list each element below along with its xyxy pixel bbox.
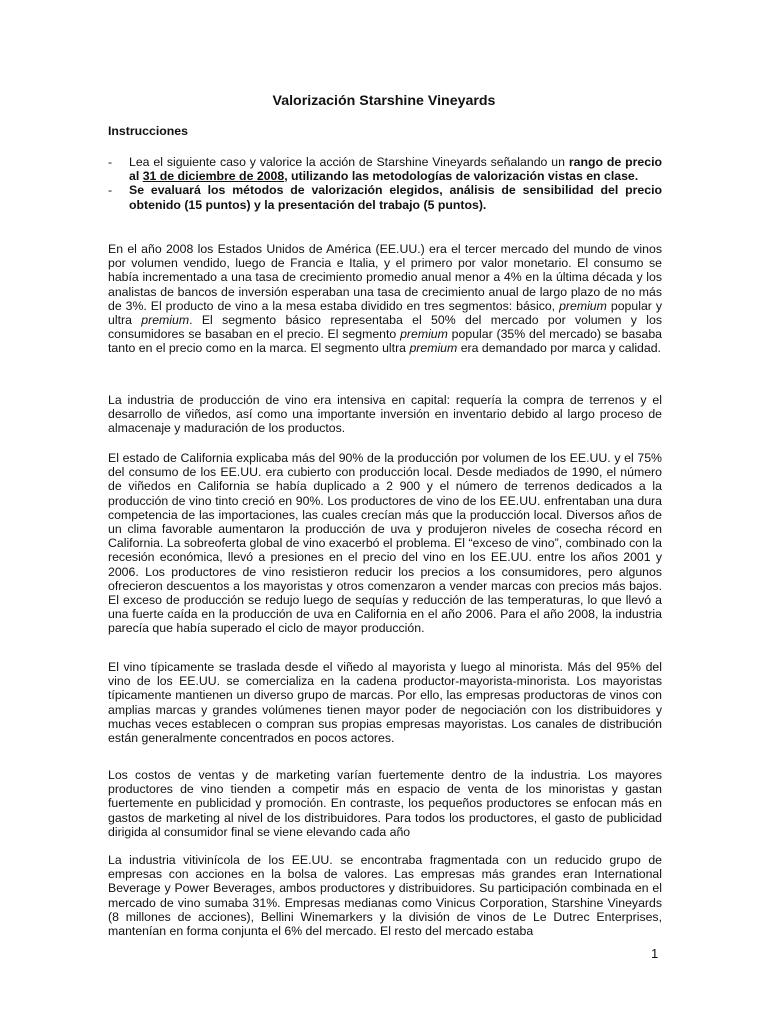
instruction-date: 31 de diciembre de 2008 [142,169,285,184]
paragraph-california: El estado de California explicaba más del 90% de la producción por volumen de los EE.UU. y el 75% del consumo de los EE.UU. era cubierto con producción local. Desde mediados de 1990, el número de viñedos en California se había duplicado a 2 900 y el número de terrenos dedicados a la producción de vino tinto creció en 90%. Los productores de vino de los EE.UU. enfrentaban una dura competencia de las importaciones, las cuales crecían más que la producción local. Diversos años de un clima favorable aumentaron la producción de uva y produjeron niveles de cosecha récord en California. La sobreoferta global de vino exacerbó el problema. El “exceso de vino”, combinado con la recesión económica, llevó a presiones en el precio del vino en los EE.UU. entre los años 2001 y 2006. Los productores de vino resistieron reducir los precios a los consumidores, pero algunos ofrecieron descuentos a los mayoristas y otros comenzaron a vender marcas con precios más bajos. El exceso de producción se redujo luego de sequías y reducción de las temperaturas, lo que llevó a una fuerte caída en la producción de uva en California en el año 2006. Para el año 2008, la industria parecía que había superado el ciclo de mayor producción. [108,451,662,636]
instruction-item [108,155,662,183]
paragraph-distribution: El vino típicamente se traslada desde el viñedo al mayorista y luego al minorista. Más del 95% del vino de los EE.UU. se comercializa en la cadena productor-mayorista-minorista. Los mayoristas típicamente mantienen un diverso grupo de marcas. Por ello, las empresas productoras de vinos con amplias marcas y grandes volúmenes tienen mayor poder de negociación con los distribuidores y muchas veces establecen o compran sus propias empresas mayoristas. Los canales de distribución están generalmente concentrados en pocos actores. [108,660,662,746]
instructions-heading: Instrucciones [108,124,188,138]
italic-term: premium [141,313,190,328]
instructions-list [108,155,662,212]
italic-term: premium [559,298,607,313]
paragraph-text: era demandado por marca y calidad. [457,341,661,356]
paragraph-text: En el año 2008 los Estados Unidos de América (EE.UU.) era el tercer mercado del mundo de vinos por volumen vendido, luego de Francia e Italia, y el primero por valor monetario. El consumo se había incrementado a una tasa de crecimiento promedio anual menor a 4% en la última década y los analistas de bancos de inversión esperaban una tasa de crecimiento anual de largo plazo de no más de 3%. El producto de vino a la mesa estaba dividido en tres segmentos: básico, [108,242,662,313]
document-title: Valorización Starshine Vineyards [272,93,496,109]
instruction-bold: Se evaluará los métodos de valorización elegidos, análisis de sensibilidad del precio obtenido (15 puntos) y la presentación del trabajo (5 puntos). [129,183,662,212]
page-number: 1 [651,946,659,961]
paragraph-fragmentation: La industria vitivinícola de los EE.UU. se encontraba fragmentada con un reducido grupo de empresas con acciones en la bolsa de valores. Las empresas más grandes eran International Beverage y Power Beverages, ambos productores y distribuidores. Su participación combinada en el mercado de vino sumaba 31%. Empresas medianas como Vinicus Corporation, Starshine Vineyards (8 millones de acciones), Bellini Winemarkers y la división de vinos de Le Dutrec Enterprises, mantenían en forma conjunta el 6% del mercado. El resto del mercado estaba [108,853,662,939]
paragraph-market [108,242,662,356]
instruction-bold-tail: , utilizando las metodologías de valorización vistas en clase. [284,169,639,184]
paragraph-text: . El segmento básico representaba el 50% del mercado por volumen y los consumidores se basaban en el precio. El segmento [108,313,663,342]
instruction-bold: rango de precio al [129,155,662,184]
paragraph-marketing: Los costos de ventas y de marketing varían fuertemente dentro de la industria. Los mayores productores de vino tienden a competir más en espacio de venta de los minoristas y gastan fuertemente en publicidad y promoción. En contraste, los pequeños productores se enfocan más en gastos de marketing al nivel de los distribuidores. Para todos los productores, el gasto de publicidad dirigida al consumidor final se viene elevando cada año [108,768,662,839]
paragraph-text: popular (35% del mercado) se basaba tanto en el precio como en la marca. El segmento ultra [108,327,662,356]
italic-term: premium [400,327,448,342]
instruction-text: Lea el siguiente caso y valorice la acción de Starshine Vineyards señalando un [129,155,569,169]
italic-term: premium [409,341,458,356]
bullet-dash: - [108,183,113,198]
paragraph-text: popular y ultra [108,298,662,328]
paragraph-industry: La industria de producción de vino era intensiva en capital: requería la compra de terrenos y el desarrollo de viñedos, así como una importante inversión en inventario debido al largo proceso de almacenaje y maduración de los productos. [108,393,662,436]
instruction-item [108,183,662,211]
bullet-dash: - [108,155,113,169]
